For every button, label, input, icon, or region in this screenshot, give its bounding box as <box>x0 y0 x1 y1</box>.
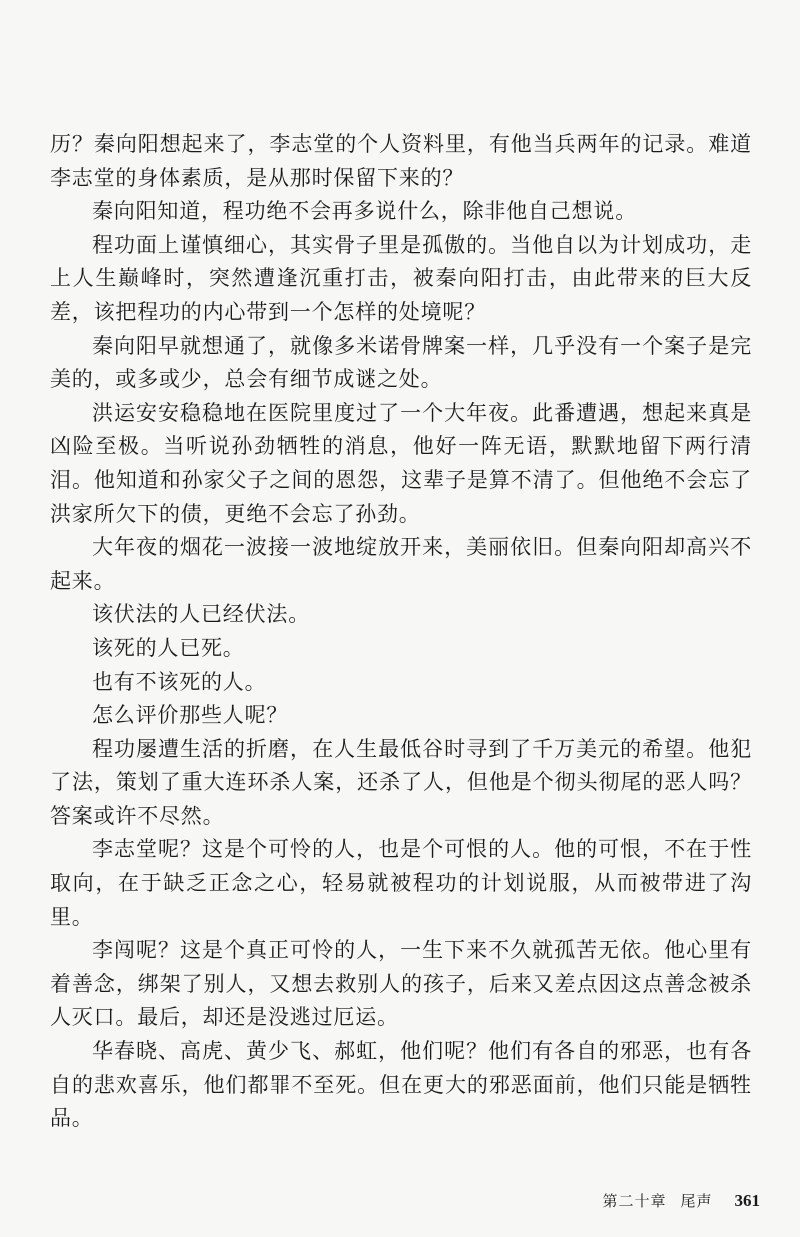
page-footer <box>602 1190 760 1211</box>
paragraph-10: 怎么评价那些人呢？ <box>92 703 289 728</box>
footer-chapter-title: 尾声 <box>680 1192 713 1210</box>
paragraph-1: 历？秦向阳想起来了，李志堂的个人资料里，有他当兵两年的记录。难道李志堂的身体素质，是从那时保留下来的？ <box>50 132 752 190</box>
paragraph-3: 程功面上谨慎细心，其实骨子里是孤傲的。当他自以为计划成功，走上人生巅峰时，突然遭逢沉重打击，被秦向阳打击，由此带来的巨大反差，该把程功的内心带到一个怎样的处境呢？ <box>50 232 752 324</box>
page-number: 361 <box>734 1191 760 1210</box>
paragraph-2: 秦向阳知道，程功绝不会再多说什么，除非他自己想说。 <box>92 199 637 224</box>
footer-chapter-label: 第二十章 <box>602 1192 667 1210</box>
paragraph-8: 该死的人已死。 <box>92 635 245 660</box>
paragraph-7: 该伏法的人已经伏法。 <box>92 602 310 627</box>
paragraph-9: 也有不该死的人。 <box>92 669 267 694</box>
paragraph-11: 程功屡遭生活的折磨，在人生最低谷时寻到了千万美元的希望。他犯了法，策划了重大连环杀人案，还杀了人，但他是个彻头彻尾的恶人吗？答案或许不尽然。 <box>50 736 752 828</box>
paragraph-5: 洪运安安稳稳地在医院里度过了一个大年夜。此番遭遇，想起来真是凶险至极。当听说孙劲牺牲的消息，他好一阵无语，默默地留下两行清泪。他知道和孙家父子之间的恩怨，这辈子是算不清了。但他绝不会忘了洪家所欠下的债，更绝不会忘了孙劲。 <box>50 400 752 526</box>
paragraph-14: 华春晓、高虎、黄少飞、郝虹，他们呢？他们有各自的邪恶，也有各自的悲欢喜乐，他们都罪不至死。但在更大的邪恶面前，他们只能是牺牲品。 <box>50 1039 752 1131</box>
paragraph-6: 大年夜的烟花一波接一波地绽放开来，美丽依旧。但秦向阳却高兴不起来。 <box>50 535 752 593</box>
paragraph-4: 秦向阳早就想通了，就像多米诺骨牌案一样，几乎没有一个案子是完美的，或多或少，总会有细节成谜之处。 <box>50 333 752 392</box>
paragraph-12: 李志堂呢？这是个可怜的人，也是个可恨的人。他的可恨，不在于性取向，在于缺乏正念之心，轻易就被程功的计划说服，从而被带进了沟里。 <box>50 837 752 929</box>
paragraph-13: 李闯呢？这是个真正可怜的人，一生下来不久就孤苦无依。他心里有着善念，绑架了别人，又想去救别人的孩子，后来又差点因这点善念被杀人灭口。最后，却还是没逃过厄运。 <box>50 938 752 1030</box>
chapter-body-text <box>50 128 752 1136</box>
